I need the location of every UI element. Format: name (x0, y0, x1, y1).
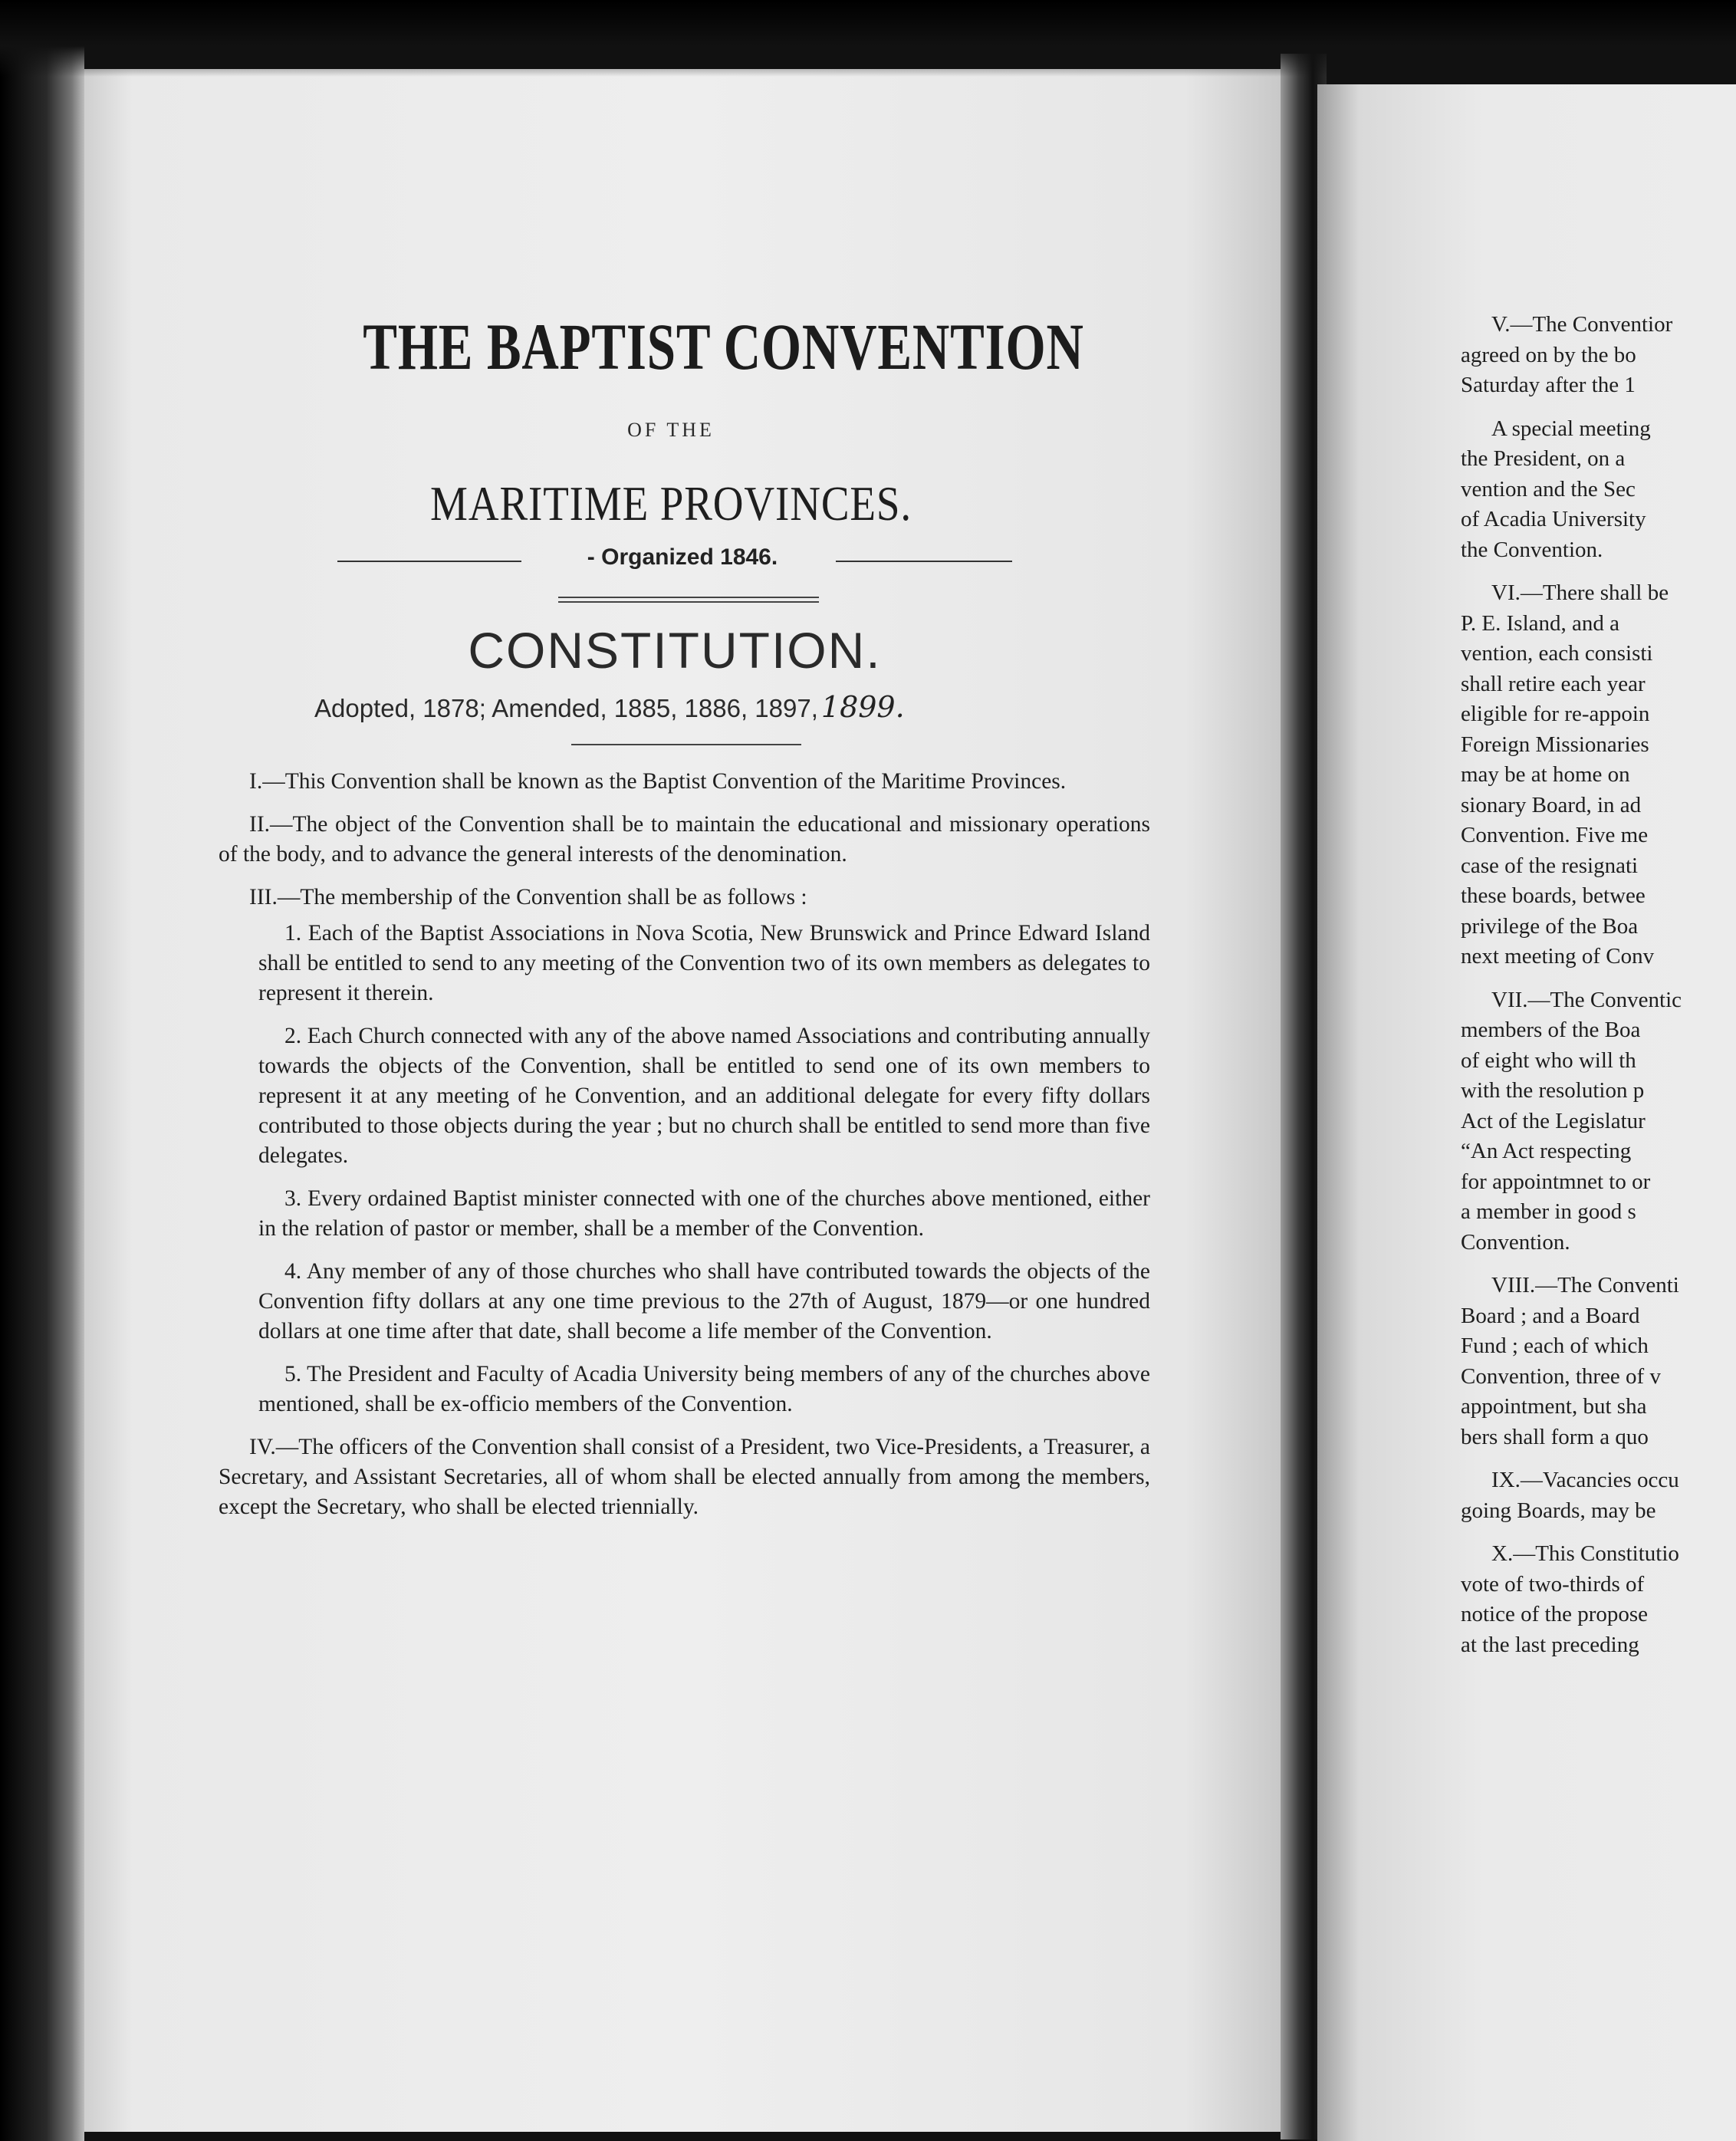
organized-text: - Organized 1846. (587, 544, 778, 570)
right-paragraph-vi (1461, 578, 1736, 972)
membership-item-3: 3. Every ordained Baptist minister connected with one of the churches above mentioned, either in the relation of pastor or member, shall be a member of the Convention. (258, 1186, 1150, 1241)
right-line: IX.—Vacancies occu (1491, 1468, 1679, 1492)
right-line: notice of the propose (1461, 1602, 1649, 1626)
right-line: Convention. (1461, 1229, 1570, 1255)
document-title: THE BAPTIST CONVENTION (363, 310, 1084, 383)
right-line: with the resolution p (1461, 1078, 1645, 1103)
right-line: X.—This Constitutio (1491, 1541, 1679, 1566)
membership-item-5: 5. The President and Faculty of Acadia University being members of any of the churches above mentioned, shall be ex-officio members of the Convention. (258, 1362, 1150, 1416)
adopted-text: Adopted, 1878; Amended, 1885, 1886, 1897, (314, 694, 818, 722)
right-paragraph-v (1461, 310, 1736, 401)
right-line: Fund ; each of which (1461, 1334, 1649, 1358)
scan-top-shadow (0, 0, 1736, 77)
right-line: Act of the Legislatur (1461, 1108, 1646, 1133)
handwritten-year: 1899. (820, 690, 905, 724)
heading-rule (571, 744, 801, 745)
right-line: of Acadia University (1461, 507, 1646, 531)
right-line: going Boards, may be (1461, 1498, 1656, 1523)
organized-line (337, 544, 1012, 575)
right-line: V.—The Conventior (1491, 312, 1673, 337)
right-line: the Convention. (1461, 537, 1603, 562)
right-line: Convention. Five me (1461, 823, 1649, 847)
membership-item-4: 4. Any member of any of those churches who shall have contributed towards the objects of the Convention fifty dollars at any one time previous to the 27th of August, 1879—or one hundred dollars at one time after that date, shall become a life member of the Convention. (258, 1259, 1150, 1343)
right-line: shall retire each year (1461, 671, 1646, 696)
right-paragraph-x (1461, 1539, 1736, 1660)
right-line: VI.—There shall be (1491, 580, 1669, 605)
right-line: vention and the Sec (1461, 476, 1636, 502)
article-iii: III.—The membership of the Convention shall be as follows : (249, 885, 807, 909)
article-iv: IV.—The officers of the Convention shall consist of a President, two Vice-Presidents, a Treasurer, a Secretary, and Assistant Secretaries, all of whom shall be elected annually from among the members, except the Secretary, who shall be elected triennially. (219, 1435, 1150, 1519)
right-paragraph-vii (1461, 985, 1736, 1258)
right-line: Convention, three of v (1461, 1363, 1661, 1389)
document-subtitle: MARITIME PROVINCES. (430, 476, 912, 531)
right-line: privilege of the Boa (1461, 913, 1639, 939)
membership-item-1: 1. Each of the Baptist Associations in Nova Scotia, New Brunswick and Prince Edward Island shall be entitled to send to any meeting of the Convention two of its own members as delegates to represent it therein. (258, 921, 1150, 1005)
right-line: P. E. Island, and a (1461, 610, 1619, 636)
right-line: next meeting of Conv (1461, 944, 1655, 969)
right-line: at the last preceding (1461, 1632, 1639, 1657)
right-line: of eight who will th (1461, 1047, 1636, 1073)
article-ii: II.—The object of the Convention shall be to maintain the educational and missionary operations of the body, and to advance the general interests of the denomination. (219, 812, 1150, 867)
right-paragraph-ix (1461, 1465, 1736, 1526)
right-line: appointment, but sha (1461, 1394, 1647, 1419)
right-paragraph-special (1461, 414, 1736, 566)
right-line: for appointmnet to or (1461, 1169, 1651, 1194)
constitution-heading: CONSTITUTION. (468, 622, 882, 679)
right-line: VIII.—The Conventi (1491, 1273, 1679, 1297)
right-line: Foreign Missionaries (1461, 732, 1649, 757)
right-line: members of the Boa (1461, 1018, 1641, 1042)
title-connector: OF THE (627, 419, 715, 441)
right-line: “An Act respecting (1461, 1139, 1632, 1163)
right-line: bers shall form a quo (1461, 1424, 1649, 1449)
right-line: Saturday after the 1 (1461, 373, 1636, 397)
right-paragraph-viii (1461, 1271, 1736, 1452)
double-rule (558, 597, 819, 604)
right-page-body (1461, 310, 1736, 1673)
rule-left (337, 561, 521, 562)
right-line: case of the resignati (1461, 853, 1639, 878)
right-line: these boards, betwee (1461, 883, 1646, 908)
right-line: A special meeting (1491, 416, 1651, 441)
right-line: Board ; and a Board (1461, 1303, 1640, 1328)
left-page-body (219, 767, 1150, 1535)
article-i: I.—This Convention shall be known as the Baptist Convention of the Maritime Provinces. (249, 769, 1067, 794)
right-line: eligible for re-appoin (1461, 702, 1650, 726)
rule-right (836, 561, 1012, 562)
adopted-line (314, 690, 1081, 724)
right-line: the President, on a (1461, 446, 1626, 471)
right-line: may be at home on (1461, 762, 1630, 787)
right-line: vention, each consisti (1461, 641, 1653, 666)
right-line: sionary Board, in ad (1461, 792, 1642, 817)
right-line: vote of two-thirds of (1461, 1571, 1645, 1597)
book-spine (0, 0, 84, 2141)
right-line: VII.—The Conventic (1491, 987, 1682, 1012)
membership-item-2: 2. Each Church connected with any of the above named Associations and contributing annually towards the objects of the Convention, shall be entitled to send one of its own members to represent it at any meeting of he Convention, and an additional delegate for every fifty dollars contributed to those objects during the year ; but no church shall be entitled to send more than five delegates. (258, 1024, 1150, 1168)
right-line: agreed on by the bo (1461, 342, 1636, 367)
right-line: a member in good s (1461, 1199, 1636, 1224)
